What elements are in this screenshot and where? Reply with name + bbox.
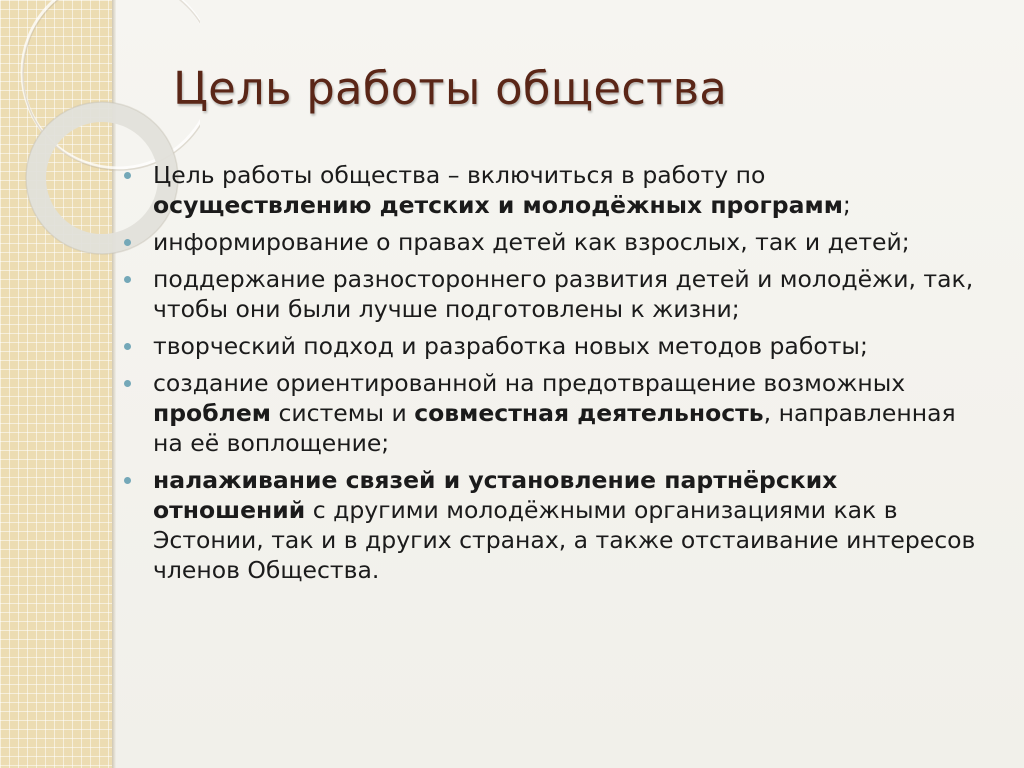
- bullet-dot-icon: [124, 343, 131, 350]
- bullet-text: поддержание разностороннего развития детей и молодёжи, так, чтобы они были лучше подготовлены к жизни;: [153, 265, 974, 323]
- bullet-item: [124, 264, 984, 324]
- bullet-text-bold: проблем: [153, 399, 271, 427]
- bullet-text-bold: налаживание связей и установление партнёрских отношений: [153, 466, 838, 524]
- bullet-text: создание ориентированной на предотвращение возможных: [153, 369, 906, 397]
- bullet-text: , направленная на её воплощение;: [153, 399, 956, 457]
- bullet-item: [124, 368, 984, 458]
- bullet-text: с другими молодёжными организациями как в Эстонии, так и в других странах, а также отстаивание интересов членов Общества.: [153, 496, 976, 584]
- bullet-dot-icon: [124, 276, 131, 283]
- bullet-dot-icon: [124, 380, 131, 387]
- strip-edge-shadow: [112, 0, 116, 768]
- slide-title: Цель работы общества: [173, 62, 728, 115]
- bullet-text-bold: совместная деятельность: [414, 399, 764, 427]
- bullet-item: [124, 227, 984, 257]
- bullet-item: [124, 160, 984, 220]
- bullet-dot-icon: [124, 477, 131, 484]
- bullet-text: информирование о правах детей как взрослых, так и детей;: [153, 228, 910, 256]
- bullet-text: творческий подход и разработка новых методов работы;: [153, 332, 868, 360]
- decorative-grid-strip: [0, 0, 112, 768]
- bullet-text: системы и: [270, 399, 415, 427]
- bullet-item: [124, 331, 984, 361]
- bullet-text: Цель работы общества – включиться в работу по: [153, 161, 766, 189]
- bullet-item: [124, 465, 984, 585]
- bullet-text-bold: осуществлению детских и молодёжных программ: [153, 191, 843, 219]
- bullet-dot-icon: [124, 239, 131, 246]
- bullet-text: ;: [842, 191, 851, 219]
- bullet-list: [124, 160, 984, 592]
- bullet-dot-icon: [124, 172, 131, 179]
